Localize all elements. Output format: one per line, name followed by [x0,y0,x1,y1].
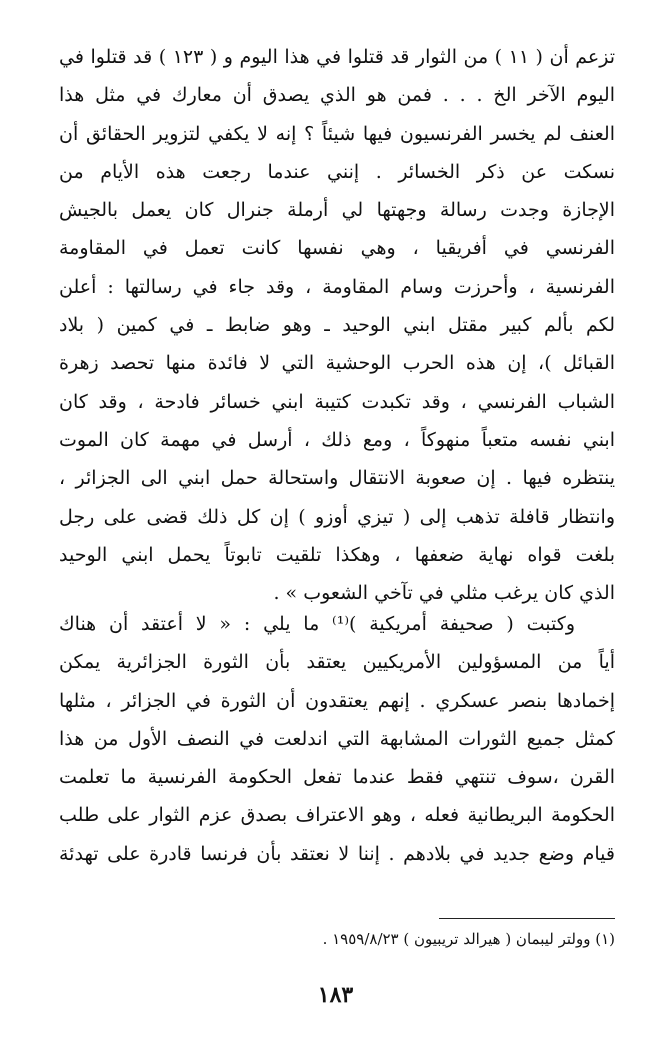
text-line: بلغت قواه نهاية ضعفها ، وهكذا تلقيت تابوتاً يحمل ابني الوحيد [59,543,615,566]
paragraph-1 [59,38,615,612]
text-line: تزعم أن ( ١١ ) من الثوار قد قتلوا في هذا اليوم و ( ١٢٣ ) قد قتلوا في [59,46,615,68]
paragraph-2 [59,605,615,873]
text-line: القبائل )، إن هذه الحرب الوحشية التي لا فائدة منها تحصد زهرة [59,352,615,375]
text-line: ابني نفسه متعباً منهوكاً ، ومع ذلك ، أرسل في مهمة كان الموت [59,428,615,451]
text-line: الشباب الفرنسي ، وقد تكبدت كتيبة ابني خسائر فادحة ، وقد كان [59,390,615,413]
text-line: كمثل جميع الثورات المشابهة التي اندلعت في النصف الأول من هذا [59,727,615,750]
text-line: نسكت عن ذكر الخسائر . إنني عندما رجعت هذه الأيام من [59,160,615,183]
text-line: لكم بألم كبير مقتل ابني الوحيد ـ وهو ضابط ـ في كمين ( بلاد [59,314,615,337]
text-line: الحكومة البريطانية فعله ، وهو الاعتراف بصدق عزم الثوار على طلب [59,804,615,827]
footnote: (١) وولتر ليبمان ( هيرالد تريبيون ) ١٩٥٩/٨/٢٣ . [322,930,615,948]
text-line: أياً من المسؤولين الأمريكيين يعتقد بأن الثورة الجزائرية يمكن [59,651,615,674]
text-line: القرن ،سوف تنتهي فقط عندما تفعل الحكومة الفرنسية ما تعلمت [59,766,615,789]
page-number: ١٨٣ [317,982,354,1008]
text-line: إخمادها بنصر عسكري . إنهم يعتقدون أن الثورة في الجزائر ، مثلها [59,689,615,712]
text-line: الإجازة وجدت رسالة وجهتها لي أرملة جنرال كان يعمل بالجيش [59,199,615,222]
text-line: الفرنسية ، وأحرزت وسام المقاومة ، وقد جاء في رسالتها : أعلن [59,275,615,298]
footnote-divider [439,918,615,919]
text-line: العنف لم يخسر الفرنسيون فيها شيئاً ؟ إنه لا يكفي لتزوير الحقائق أن [59,122,615,145]
text-line: الفرنسي في أفريقيا ، وهي نفسها كانت تعمل في المقاومة [59,237,615,260]
text-line: وانتظار قافلة تذهب إلى ( تيزي أوزو ) إن كل ذلك قضى على رجل [59,505,615,528]
text-line: قيام وضع جديد في بلادهم . إننا لا نعتقد بأن فرنسا قادرة على تهدئة [59,842,615,865]
text-line: الذي كان يرغب مثلي في تآخي الشعوب » . [273,582,615,605]
text-line: ينتظره فيها . إن صعوبة الانتقال واستحالة حمل ابني الى الجزائر ، [59,467,615,490]
text-line: وكتبت ( صحيفة أمريكية )⁽¹⁾ ما يلي : « لا أعتقد أن هناك [59,613,575,635]
text-line: اليوم الآخر الخ . . . فمن هو الذي يصدق أن معارك في مثل هذا [59,84,615,107]
